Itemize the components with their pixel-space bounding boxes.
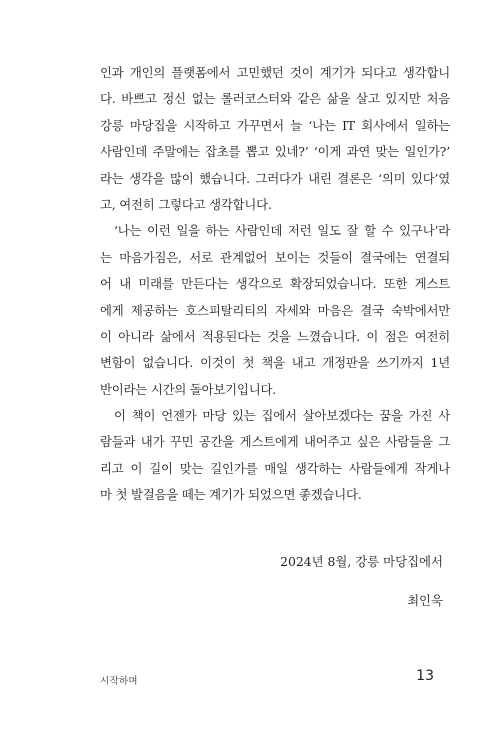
signature-date-place: 2024년 8월, 강릉 마당집에서 <box>280 554 443 569</box>
text-line: 라는 생각을 많이 했습니다. 그러다가 내린 결론은 ‘의미 있다’였 <box>100 170 450 186</box>
text-line: 고, 여전히 그렇다고 생각합니다. <box>100 196 272 212</box>
running-footer-section: 시작하며 <box>100 676 138 687</box>
text-line: 는 마음가짐은, 서로 관계없어 보이는 것들이 결국에는 연결되 <box>100 249 450 265</box>
text-line: 리고 이 길이 맞는 길인가를 매일 생각하는 사람들에게 작게나 <box>100 460 450 476</box>
text-line: 이 아니라 삶에서 적용된다는 것을 느꼈습니다. 이 점은 여전히 <box>100 328 450 344</box>
text-line: 인과 개인의 플랫폼에서 고민했던 것이 계기가 되다고 생각합니 <box>100 65 450 80</box>
text-line: 마 첫 발걸음을 떼는 계기가 되었으면 좋겠습니다. <box>100 487 362 503</box>
text-line: 다. 바쁘고 정신 없는 롤러코스터와 같은 삶을 살고 있지만 처음 <box>100 91 450 107</box>
text-line: 변함이 없습니다. 이것이 첫 책을 내고 개정판을 쓰기까지 1년 <box>100 355 450 371</box>
body-text <box>100 60 450 509</box>
signature-author: 최인욱 <box>407 593 443 608</box>
text-line: 에게 제공하는 호스피탈리티의 자세와 마음은 결국 숙박에서만 <box>100 302 450 318</box>
page-number: 13 <box>416 668 434 684</box>
text-line: 어 내 미래를 만든다는 생각으로 확장되었습니다. 또한 게스트 <box>100 276 450 292</box>
text-line: ‘나는 이런 일을 하는 사람인데 저런 일도 잘 할 수 있구나’라 <box>114 223 450 239</box>
text-line: 사람인데 주말에는 잡초를 뽑고 있네?’ ‘이게 과연 맞는 일인가?’ <box>100 144 450 160</box>
text-line: 이 책이 언젠가 마당 있는 집에서 살아보겠다는 꿈을 가진 사 <box>114 408 450 424</box>
text-line: 강릉 마당집을 시작하고 가꾸면서 늘 ‘나는 IT 회사에서 일하는 <box>100 117 450 133</box>
text-line: 람들과 내가 꾸민 공간을 게스트에게 내어주고 싶은 사람들을 그 <box>100 434 450 450</box>
text-line: 반이라는 시간의 돌아보기입니다. <box>100 381 276 397</box>
